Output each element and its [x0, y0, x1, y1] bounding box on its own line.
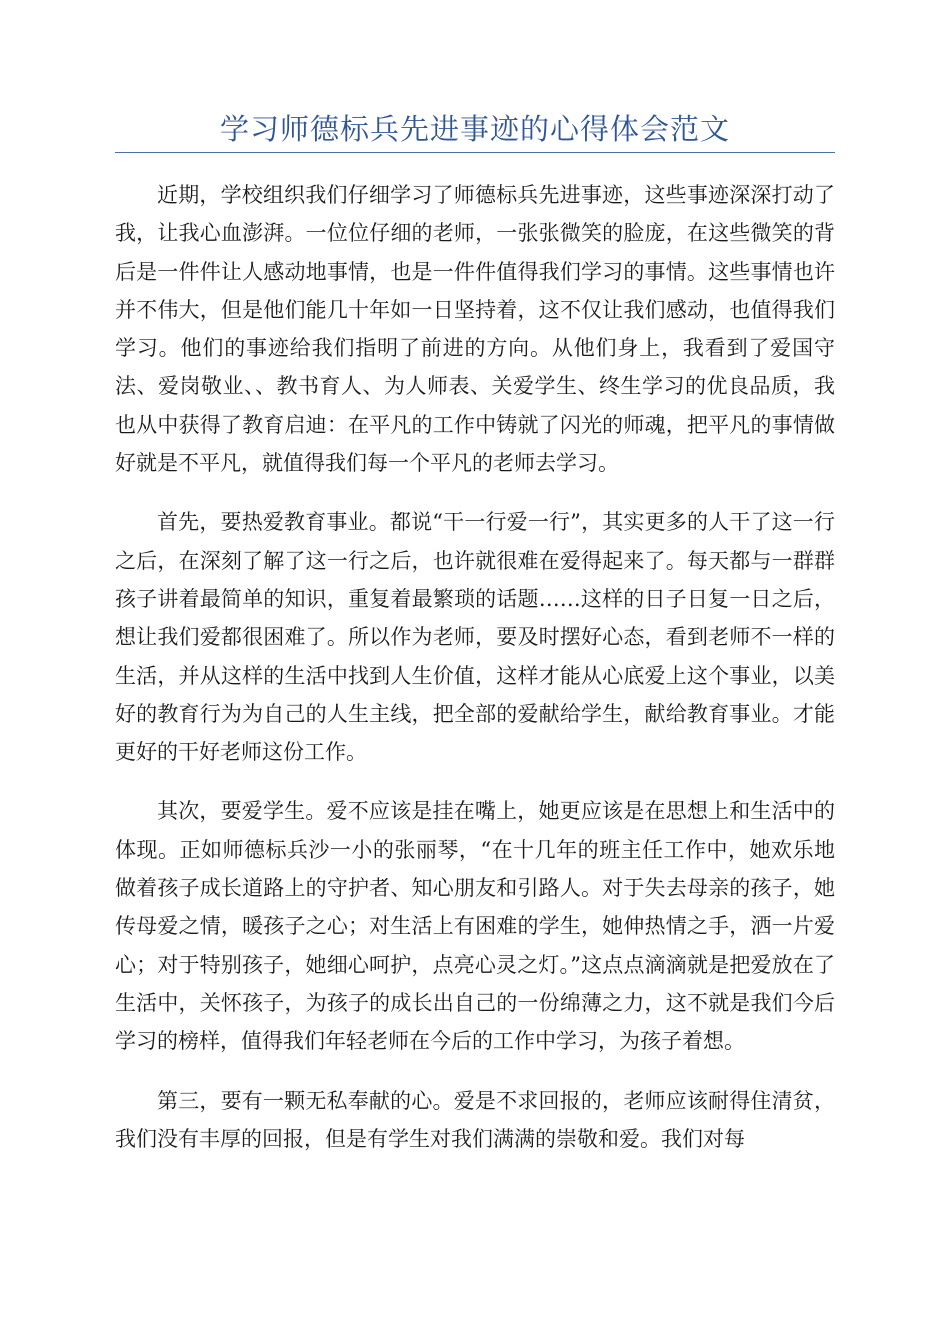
paragraph-3: 其次，要爱学生。爱不应该是挂在嘴上，她更应该是在思想上和生活中的体现。正如师德标兵沙一小的张丽琴，“在十几年的班主任工作中，她欢乐地做着孩子成长道路上的守护者、知心朋友和引路人。对于失去母亲的孩子，她传母爱之情，暖孩子之心；对生活上有困难的学生，她伸热情之手，洒一片爱心；对于特别孩子，她细心呵护，点亮心灵之灯。”这点点滴滴就是把爱放在了生活中，关怀孩子，为孩子的成长出自己的一份绵薄之力，这不就是我们今后学习的榜样，值得我们年轻老师在今后的工作中学习，为孩子着想。 — [115, 799, 835, 1054]
title-block — [115, 112, 835, 153]
paragraph-1: 近期，学校组织我们仔细学习了师德标兵先进事迹，这些事迹深深打动了我，让我心血澎湃。一位位仔细的老师，一张张微笑的脸庞，在这些微笑的背后是一件件让人感动地事情，也是一件件值得我们学习的事情。这些事情也许并不伟大，但是他们能几十年如一日坚持着，这不仅让我们感动，也值得我们学习。他们的事迹给我们指明了前进的方向。从他们身上，我看到了爱国守法、爱岗敬业、、教书育人、为人师表、关爱学生、终生学习的优良品质，我也从中获得了教育启迪：在平凡的工作中铸就了闪光的师魂，把平凡的事情做好就是不平凡，就值得我们每一个平凡的老师去学习。 — [115, 183, 835, 476]
document-title: 学习师德标兵先进事迹的心得体会范文 — [219, 112, 730, 146]
document-body — [115, 176, 835, 1179]
paragraph-2: 首先，要热爱教育事业。都说“干一行爱一行”，其实更多的人干了这一行之后，在深刻了解了这一行之后，也许就很难在爱得起来了。每天都与一群群孩子讲着最简单的知识，重复着最繁琐的话题……这样的日子日复一日之后，想让我们爱都很困难了。所以作为老师，要及时摆好心态，看到老师不一样的生活，并从这样的生活中找到人生价值，这样才能从心底爱上这个事业，以美好的教育行为为自己的人生主线，把全部的爱献给学生，献给教育事业。才能更好的干好老师这份工作。 — [115, 510, 835, 765]
paragraph-4: 第三，要有一颗无私奉献的心。爱是不求回报的，老师应该耐得住清贫，我们没有丰厚的回报，但是有学生对我们满满的崇敬和爱。我们对每 — [115, 1088, 835, 1151]
